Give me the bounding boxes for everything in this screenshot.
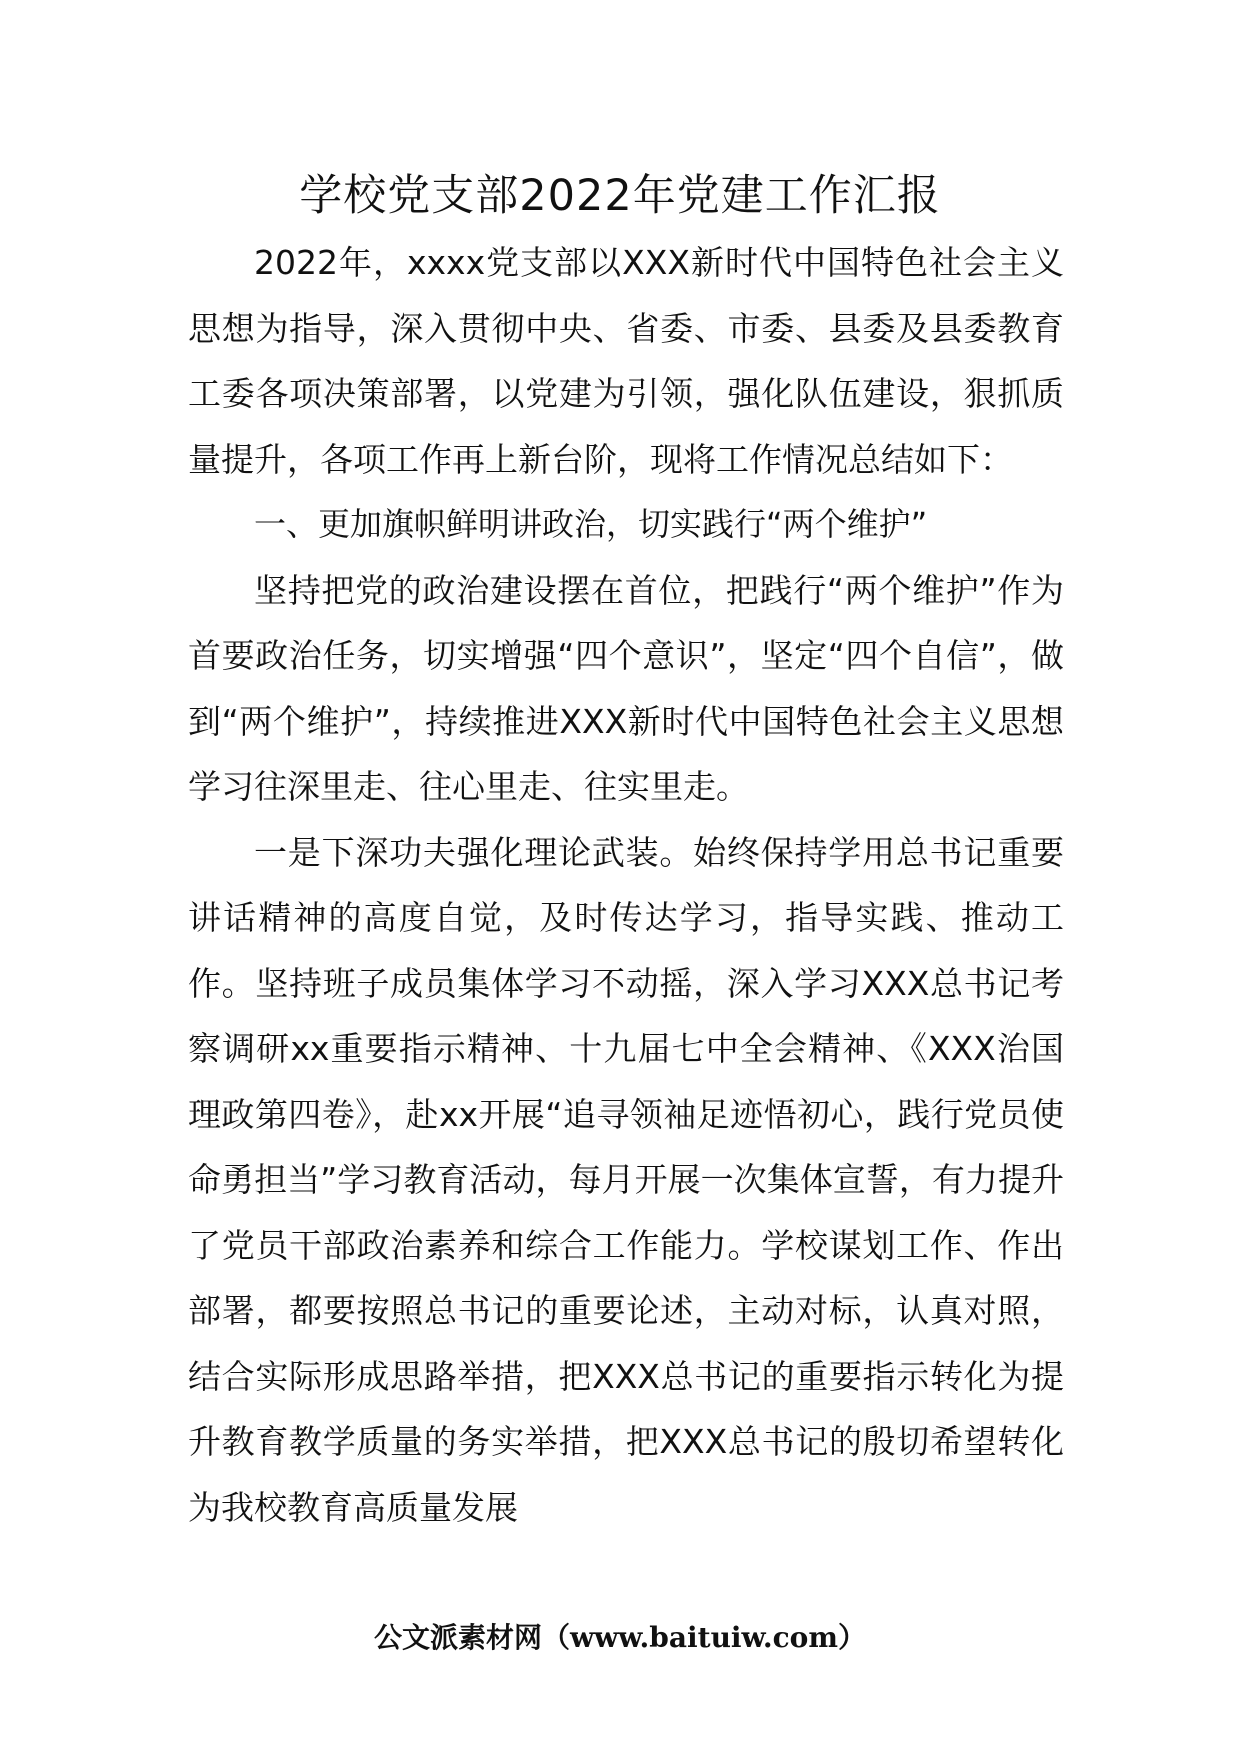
footer-watermark: 公文派素材网（www.baituiw.com） — [374, 1621, 866, 1654]
intro-paragraph: 2022年，xxxx党支部以XXX新时代中国特色社会主义思想为指导，深入贯彻中央、省委、市委、县委及县委教育工委各项决策部署，以党建为引领，强化队伍建设，狠抓质量提升，各项工作再上新台阶，现将工作情况总结如下： — [188, 243, 1064, 479]
body-paragraph: 坚持把党的政治建设摆在首位，把践行“两个维护”作为首要政治任务，切实增强“四个意识”，坚定“四个自信”，做到“两个维护”，持续推进XXX新时代中国特色社会主义思想学习往深里走、往心里走、往实里走。 — [188, 570, 1064, 806]
section-heading: 一、更加旗帜鲜明讲政治，切实践行“两个维护” — [254, 505, 928, 543]
document-body — [188, 230, 1064, 1540]
document-title: 学校党支部2022年党建工作汇报 — [299, 171, 941, 221]
body-paragraph: 一是下深功夫强化理论武装。始终保持学用总书记重要讲话精神的高度自觉，及时传达学习，指导实践、推动工作。坚持班子成员集体学习不动摇，深入学习XXX总书记考察调研xx重要指示精神、十九届七中全会精神、《XXX治国理政第四卷》，赴xx开展“追寻领袖足迹悟初心，践行党员使命勇担当”学习教育活动，每月开展一次集体宣誓，有力提升了党员干部政治素养和综合工作能力。学校谋划工作、作出部署，都要按照总书记的重要论述，主动对标，认真对照，结合实际形成思路举措，把XXX总书记的重要指示转化为提升教育教学质量的务实举措，把XXX总书记的殷切希望转化为我校教育高质量发展 — [188, 832, 1064, 1527]
